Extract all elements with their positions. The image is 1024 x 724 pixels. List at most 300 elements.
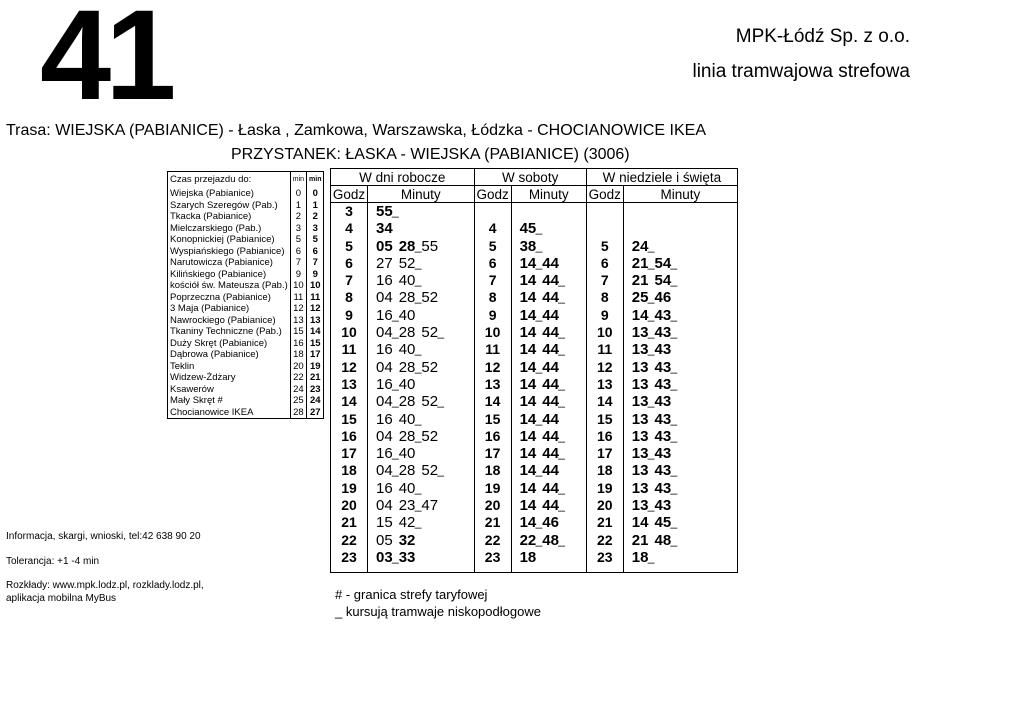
departure-minute: 21 _: [632, 255, 649, 272]
minutes-row: [512, 411, 586, 428]
minutes-row: [368, 480, 474, 497]
departure-minute: 43 _: [654, 480, 671, 497]
departure-minute: 44: [542, 462, 559, 480]
minutes-row: [512, 549, 586, 566]
departure-minute: 13 _: [632, 341, 649, 358]
travel-time-cell: 22: [290, 372, 306, 384]
hour-cell: 23: [484, 548, 501, 565]
departure-minute: 13: [631, 410, 649, 428]
minutes-row: [368, 549, 474, 566]
travel-row: [168, 211, 324, 223]
hour-cell: 22: [341, 531, 357, 548]
departure-minute: 44: [542, 358, 559, 376]
departure-minute: 14: [519, 375, 537, 393]
minutes-row: [624, 289, 737, 306]
hour-cell: 7: [600, 272, 609, 289]
departure-minute: 13: [631, 375, 649, 393]
travel-time-cell: 15: [307, 338, 324, 350]
hour-cell: 15: [341, 410, 357, 427]
hour-cell: 6: [600, 254, 609, 271]
minutes-row: [512, 289, 586, 306]
hour-cell: 3: [345, 203, 353, 219]
stop-name-cell: Poprzeczna (Pabianice): [170, 291, 271, 303]
info-text: Informacja, skargi, wnioski, tel:42 638 90 20: [6, 531, 201, 542]
travel-time-cell: 16: [290, 338, 306, 350]
departure-minute: 44 _: [542, 393, 559, 410]
departure-minute: 14: [519, 393, 537, 411]
travel-time-cell: 21: [307, 372, 324, 384]
travel-time-cell: 13: [290, 315, 306, 327]
mobile-app-text: aplikacja mobilna MyBus: [6, 593, 117, 604]
departure-minute: 42 _: [399, 514, 416, 531]
departure-minute: 14: [519, 427, 537, 445]
departure-minute: 13 _: [632, 497, 649, 514]
travel-time-cell: 14: [307, 326, 324, 338]
departure-minute: 15: [376, 514, 393, 532]
saturday-hours: [474, 203, 511, 573]
hour-cell: 16: [484, 427, 501, 444]
timetables-links: Rozkłady: www.mpk.lodz.pl, rozklady.lodz.pl,: [6, 580, 204, 591]
minutes-row: [512, 307, 586, 324]
minutes-row: [512, 428, 586, 445]
stop-name-cell: Nawrockiego (Pabianice): [170, 314, 276, 326]
departure-minute: 04 _: [376, 462, 393, 479]
minutes-row: [512, 341, 586, 358]
travel-time-cell: 0: [290, 188, 306, 200]
departure-minute: 40 _: [399, 341, 416, 358]
minutes-row: [624, 532, 737, 549]
travel-time-cell: 10: [307, 280, 324, 292]
departure-minute: 04: [376, 427, 393, 445]
travel-row: [168, 384, 324, 396]
travel-time-cell: 7: [307, 257, 324, 269]
minutes-row: [624, 220, 737, 237]
travel-row: [168, 257, 324, 269]
departure-minute: 16 _: [376, 307, 393, 324]
minutes-row: [624, 514, 737, 531]
travel-time-cell: 5: [290, 234, 306, 246]
minutes-row: [512, 359, 586, 376]
minutes-row: [512, 445, 586, 462]
departure-minute: 46: [654, 289, 672, 307]
minutes-row: [624, 549, 737, 566]
hour-cell: 8: [488, 289, 497, 306]
hour-cell: 20: [597, 497, 613, 514]
travel-time-cell: 24: [290, 384, 306, 396]
hour-cell: 10: [597, 324, 613, 341]
departure-minute: 55: [421, 237, 439, 255]
hour-cell: 11: [597, 341, 613, 358]
departure-minute: 14 _: [520, 411, 537, 428]
minutes-row: [368, 497, 474, 514]
departure-minute: 25 _: [632, 289, 649, 306]
minutes-row: [624, 238, 737, 255]
minutes-row: [512, 238, 586, 255]
travel-time-cell: 12: [290, 303, 306, 315]
travel-time-cell: 1: [307, 200, 324, 212]
departure-minute: 14: [519, 497, 537, 515]
minutes-row: [512, 220, 586, 237]
hour-cell: [587, 220, 623, 237]
hour-cell: 18: [597, 462, 613, 479]
departure-minute: 47: [421, 497, 439, 515]
departure-minute: 44 _: [542, 289, 559, 306]
minutes-row: [368, 462, 474, 479]
minutes-row: [624, 341, 737, 358]
travel-time-cell: 11: [290, 292, 306, 304]
departure-minute: 43 _: [654, 411, 671, 428]
hour-cell: 22: [597, 531, 613, 548]
departure-minute: 44: [542, 410, 559, 428]
departure-minute: 28 _: [399, 289, 416, 306]
stop-name-cell: Mielczarskiego (Pab.): [170, 222, 262, 234]
hour-cell: 9: [600, 306, 609, 323]
minutes-row: [624, 411, 737, 428]
hour-cell: 9: [345, 306, 353, 323]
stop-name-cell: Ksawerów: [170, 383, 214, 395]
hour-cell: 12: [341, 358, 357, 375]
departure-minute: 28 _: [399, 238, 416, 255]
sunday-hours: [586, 203, 623, 573]
hour-cell: 13: [597, 375, 613, 392]
departure-minute: 05: [376, 531, 393, 549]
minutes-row: [512, 393, 586, 410]
travel-time-cell: 12: [307, 303, 324, 315]
travel-row: [168, 188, 324, 200]
stop-name-cell: Dąbrowa (Pabianice): [170, 349, 259, 360]
departure-minute: 13: [631, 479, 649, 497]
departure-minute: 48 _: [654, 532, 671, 549]
departure-minute: 40: [398, 306, 416, 324]
departure-minute: 18: [519, 548, 537, 566]
travel-time-cell: 18: [290, 349, 306, 361]
hour-cell: 15: [484, 410, 501, 427]
departure-minute: 43 _: [654, 462, 671, 479]
hour-cell: 20: [484, 497, 501, 514]
hour-cell: 21: [484, 514, 501, 531]
departure-minute: 43 _: [654, 376, 671, 393]
departure-minute: 14 _: [520, 359, 537, 376]
departure-minute: 34: [376, 220, 393, 238]
travel-time-cell: 7: [290, 257, 306, 269]
stop-name-cell: Teklin: [170, 360, 195, 372]
travel-time-table: [167, 171, 324, 419]
departure-minute: 13 _: [632, 324, 649, 341]
travel-time-cell: 5: [307, 234, 324, 246]
minutes-row: [512, 462, 586, 479]
weekday-header: W dni robocze: [331, 169, 475, 186]
departure-minute: 52 _: [421, 393, 438, 410]
departure-minute: 43 _: [654, 307, 671, 324]
travel-time-cell: 2: [307, 211, 324, 223]
hour-cell: 4: [488, 220, 497, 237]
departure-minute: 45 _: [654, 514, 671, 531]
travel-time-cell: 0: [307, 188, 324, 200]
travel-time-cell: 3: [307, 223, 324, 235]
travel-time-cell: 3: [290, 223, 306, 235]
departure-minute: 14: [519, 289, 537, 307]
departure-minute: 28 _: [399, 359, 416, 376]
departure-minute: 14 _: [520, 255, 537, 272]
departure-minute: 13 _: [632, 393, 649, 410]
travel-row: [168, 200, 324, 212]
hour-cell: 21: [341, 514, 357, 531]
travel-row: [168, 246, 324, 258]
minutes-row: [368, 238, 474, 255]
departure-minute: 14: [519, 272, 537, 290]
stop-name-cell: Szarych Szeregów (Pab.): [170, 199, 278, 211]
departure-minute: 14 _: [632, 307, 649, 324]
departure-minute: 44 _: [542, 428, 559, 445]
hour-header: Godz: [586, 186, 623, 203]
timetable: [330, 168, 738, 573]
day-type-header-row: [331, 169, 738, 186]
stop-name-cell: Kilińskiego (Pabianice): [170, 268, 267, 280]
minutes-row: [624, 462, 737, 479]
company-name: MPK-Łódź Sp. z o.o.: [735, 26, 910, 47]
departure-minute: 13: [631, 427, 649, 445]
departure-minute: 16 _: [376, 376, 393, 393]
stop-name-cell: 3 Maja (Pabianice): [170, 303, 250, 314]
sunday-minutes: [623, 203, 737, 573]
minutes-row: [368, 289, 474, 306]
minutes-row: [368, 203, 474, 220]
travel-row: [168, 338, 324, 350]
departure-minute: 44 _: [542, 445, 559, 462]
departure-minute: 04: [376, 497, 393, 515]
departure-minute: 43: [654, 445, 672, 463]
line-type: linia tramwajowa strefowa: [692, 61, 910, 82]
travel-row: [168, 315, 324, 327]
hour-cell: 6: [488, 254, 497, 271]
travel-time-cell: 15: [290, 326, 306, 338]
travel-time-cell: 11: [307, 292, 324, 304]
hour-cell: 19: [484, 479, 501, 496]
saturday-minutes: [511, 203, 586, 573]
travel-row: [168, 234, 324, 246]
travel-time-cell: 19: [307, 361, 324, 373]
departure-minute: 22 _: [520, 532, 537, 549]
minutes-row: [624, 203, 737, 220]
hour-cell: 12: [597, 358, 613, 375]
departure-minute: 52 _: [399, 255, 416, 272]
stop-name: PRZYSTANEK: ŁASKA - WIEJSKA (PABIANICE) (3006): [231, 146, 630, 163]
zone-legend: # - granica strefy taryfowej: [335, 587, 488, 602]
minutes-row: [624, 428, 737, 445]
travel-row: [168, 361, 324, 373]
travel-row: [168, 269, 324, 281]
travel-row: [168, 303, 324, 315]
travel-time-cell: 9: [290, 269, 306, 281]
hour-cell: 11: [341, 341, 357, 358]
departure-minute: 52: [421, 427, 439, 445]
hour-cell: 18: [484, 462, 501, 479]
departure-minute: 46: [542, 514, 559, 532]
departure-minute: 16 _: [376, 445, 393, 462]
departure-minute: 32: [398, 531, 416, 549]
departure-minute: 54 _: [654, 272, 671, 289]
departure-minute: 40 _: [399, 272, 416, 289]
hour-cell: 16: [597, 427, 613, 444]
stop-name-cell: Konopnickiej (Pabianice): [170, 234, 275, 245]
travel-row: [168, 326, 324, 338]
minutes-row: [624, 324, 737, 341]
travel-time-cell: 6: [307, 246, 324, 258]
departure-minute: 18 _: [632, 549, 649, 566]
minutes-row: [512, 272, 586, 289]
departure-minute: 16: [376, 479, 393, 497]
low-floor-legend: _ kursują tramwaje niskopodłogowe: [335, 604, 541, 619]
departure-minute: 14 _: [520, 514, 537, 531]
departure-minute: 04 _: [376, 393, 393, 410]
stop-name-cell: Wyspiańskiego (Pabianice): [170, 245, 285, 257]
travel-row: [168, 372, 324, 384]
minutes-row: [624, 497, 737, 514]
departure-minute: 54 _: [654, 255, 671, 272]
departure-minute: 40: [398, 375, 416, 393]
departure-minute: 14: [519, 341, 537, 359]
minutes-row: [368, 445, 474, 462]
minutes-row: [368, 359, 474, 376]
hour-cell: 7: [488, 272, 497, 289]
stop-name-cell: Tkacka (Pabianice): [170, 211, 252, 222]
travel-row: [168, 395, 324, 407]
stop-name-cell: Narutowicza (Pabianice): [170, 257, 273, 268]
departure-minute: 52 _: [421, 462, 438, 479]
departure-minute: 28: [398, 324, 416, 342]
stop-name-cell: Widzew-Żdżary: [170, 372, 236, 383]
hour-cell: 16: [341, 427, 357, 444]
departure-minute: 14 _: [520, 307, 537, 324]
departure-minute: 04 _: [376, 324, 393, 341]
departure-minute: 21: [631, 272, 649, 290]
departure-minute: 52 _: [421, 324, 438, 341]
departure-minute: 14: [519, 479, 537, 497]
travel-time-cell: 24: [307, 395, 324, 407]
travel-row: [168, 407, 324, 419]
departure-minute: 04: [376, 358, 393, 376]
departure-minute: 44: [542, 306, 559, 324]
minutes-row: [368, 514, 474, 531]
minutes-row: [624, 255, 737, 272]
travel-time-cell: 9: [307, 269, 324, 281]
tolerance-text: Tolerancja: +1 -4 min: [6, 556, 100, 567]
hour-cell: 18: [341, 462, 357, 479]
hour-cell: 19: [341, 479, 357, 496]
departure-minute: 44 _: [542, 341, 559, 358]
stop-name-cell: Mały Skręt #: [170, 395, 223, 406]
travel-time-cell: 20: [290, 361, 306, 373]
travel-time-cell: 1: [290, 200, 306, 212]
hour-cell: 8: [600, 289, 609, 306]
minutes-header: Minuty: [368, 186, 475, 203]
departure-minute: 13: [631, 358, 649, 376]
departure-minute: 24 _: [632, 238, 649, 255]
departure-minute: 23 _: [399, 497, 416, 514]
departure-minute: 03 _: [376, 549, 393, 566]
departure-minute: 16: [376, 341, 393, 359]
hour-cell: [475, 203, 511, 220]
departure-minute: 13: [631, 462, 649, 480]
hour-cell: 10: [341, 324, 357, 341]
departure-minute: 43 _: [654, 428, 671, 445]
travel-title: Czas przejazdu do:: [170, 174, 252, 186]
departure-minute: 04: [376, 289, 393, 307]
minutes-row: [368, 532, 474, 549]
minutes-row: [368, 428, 474, 445]
travel-time-cell: 17: [307, 349, 324, 361]
departure-minute: 13 _: [632, 445, 649, 462]
departure-minute: 40 _: [399, 411, 416, 428]
departure-minute: 14: [519, 324, 537, 342]
minutes-row: [624, 376, 737, 393]
departure-minute: 43: [654, 497, 672, 515]
departure-minute: 14: [519, 445, 537, 463]
hour-cell: 13: [341, 375, 357, 392]
minutes-row: [512, 532, 586, 549]
departure-minute: 44 _: [542, 324, 559, 341]
hour-cell: 8: [345, 289, 353, 306]
hour-cell: 23: [341, 548, 357, 565]
hour-cell: 14: [341, 393, 357, 410]
hour-cell: 10: [484, 324, 501, 341]
hour-cell: 17: [341, 445, 357, 462]
minutes-row: [368, 341, 474, 358]
minutes-row: [368, 324, 474, 341]
hour-cell: 14: [484, 393, 501, 410]
minutes-row: [368, 255, 474, 272]
hour-cell: 19: [597, 479, 613, 496]
hour-cell: 7: [345, 272, 353, 289]
hour-header: Godz: [474, 186, 511, 203]
departure-minute: 44 _: [542, 272, 559, 289]
travel-row: [168, 280, 324, 292]
hour-cell: 5: [488, 237, 497, 254]
travel-time-cell: 6: [290, 246, 306, 258]
departure-minute: 48 _: [542, 532, 559, 549]
departure-minute: 55 _: [376, 203, 393, 220]
hour-cell: 9: [488, 306, 497, 323]
hour-cell: 17: [597, 445, 613, 462]
departure-minute: 44 _: [542, 376, 559, 393]
travel-time-cell: 2: [290, 211, 306, 223]
stop-name-cell: kościół św. Mateusza (Pab.): [170, 280, 288, 291]
minutes-row: [512, 480, 586, 497]
departure-minute: 45 _: [520, 220, 537, 237]
departure-minute: 38 _: [520, 238, 537, 255]
minutes-row: [624, 445, 737, 462]
departure-minute: 05: [376, 237, 393, 255]
hour-cell: 23: [597, 548, 613, 565]
minutes-row: [624, 393, 737, 410]
departure-minute: 52: [421, 358, 439, 376]
departure-minute: 40 _: [399, 480, 416, 497]
departure-minute: 43: [654, 393, 672, 411]
minutes-row: [368, 307, 474, 324]
minutes-row: [368, 393, 474, 410]
travel-row: [168, 349, 324, 361]
departure-minute: 28: [398, 393, 416, 411]
minutes-row: [368, 220, 474, 237]
departure-minute: 52: [421, 289, 439, 307]
hour-cell: 17: [484, 445, 501, 462]
hour-header: Godz: [331, 186, 368, 203]
hour-cell: 15: [597, 410, 613, 427]
hour-cell: 5: [345, 237, 353, 254]
weekday-hours: [331, 203, 368, 573]
departure-minute: 28 _: [399, 428, 416, 445]
timetable-body-row: [331, 203, 738, 573]
